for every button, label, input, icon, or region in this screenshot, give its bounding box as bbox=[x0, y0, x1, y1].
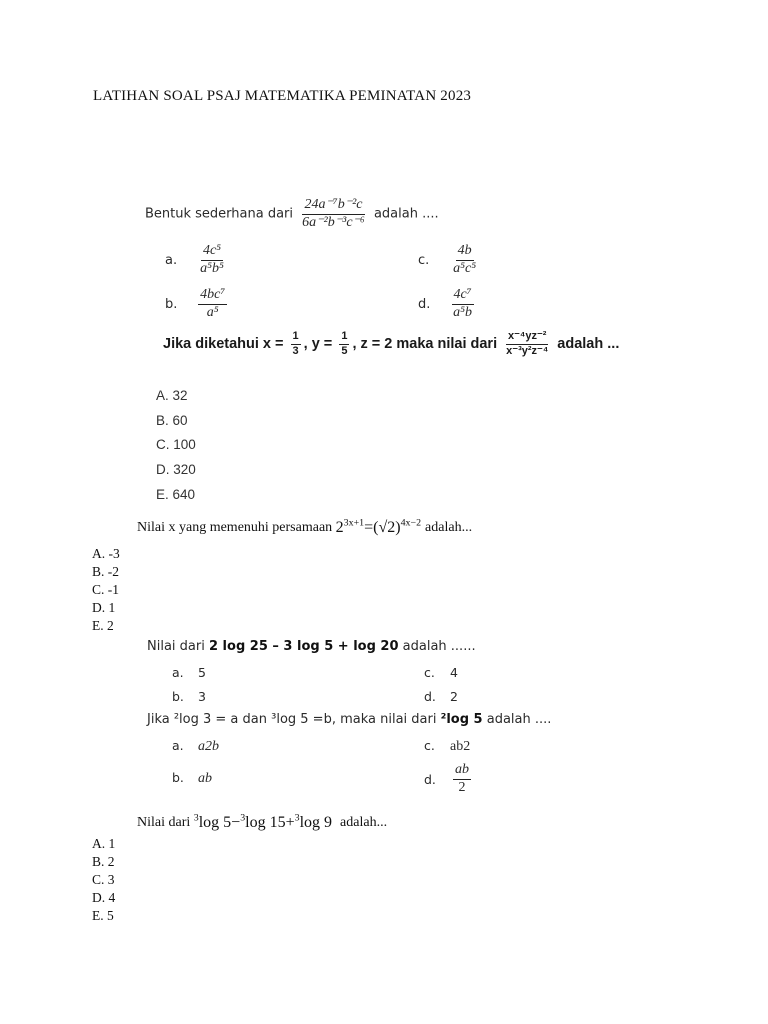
fraction-numerator: 4b bbox=[456, 244, 474, 261]
q4-option-c bbox=[424, 665, 458, 680]
q3-option-b: B. -2 bbox=[92, 564, 119, 579]
fraction-denominator: 5 bbox=[341, 344, 348, 357]
q4-suffix: adalah ...... bbox=[402, 639, 476, 654]
q5-option-value: ab2 bbox=[450, 739, 471, 754]
q2-suffix: adalah ... bbox=[557, 335, 620, 352]
q5-option-a bbox=[172, 738, 219, 755]
q4-expression: 2 log 25 – 3 log 5 + log 20 bbox=[208, 639, 399, 654]
fraction-numerator: ab bbox=[453, 763, 471, 780]
q4-option-b bbox=[172, 689, 206, 704]
q1-option-fraction bbox=[451, 244, 478, 276]
fraction-denominator: 3 bbox=[292, 344, 299, 357]
q2-y-fraction bbox=[339, 331, 349, 357]
q5-option-value: a2b bbox=[198, 739, 219, 754]
q1-option-fraction bbox=[198, 288, 227, 320]
q5-text: Jika ²log 3 = a dan ³log 5 =b, maka nilai dari bbox=[147, 712, 437, 727]
q3-equals: = bbox=[364, 519, 374, 536]
q2-option-e: E. 640 bbox=[156, 487, 196, 502]
q1-option-a bbox=[165, 244, 229, 276]
q2-x-fraction bbox=[291, 331, 301, 357]
q3-rhs-radical: √2 bbox=[378, 519, 396, 536]
q5-target: ²log 5 bbox=[440, 712, 483, 727]
q3-option-c: C. -1 bbox=[92, 582, 119, 597]
q1-expression-numerator: 24a⁻⁷b⁻²c bbox=[302, 198, 364, 215]
question-2 bbox=[163, 331, 619, 357]
q5-option-letter: c. bbox=[424, 738, 435, 753]
q1-option-letter: b. bbox=[165, 296, 178, 312]
fraction-numerator: x⁻⁴yz⁻² bbox=[506, 331, 548, 345]
q6-option-b: B. 2 bbox=[92, 854, 115, 869]
q2-option-c: C. 100 bbox=[156, 437, 196, 452]
q1-option-letter: a. bbox=[165, 252, 178, 268]
q4-option-letter: a. bbox=[172, 665, 184, 680]
q1-suffix: adalah .... bbox=[373, 206, 439, 222]
q1-prefix: Bentuk sederhana dari bbox=[145, 206, 294, 222]
q2-z-text: , z = 2 maka nilai dari bbox=[352, 335, 498, 352]
q1-option-letter: d. bbox=[418, 296, 431, 312]
q6-option-d: D. 4 bbox=[92, 890, 116, 905]
q6-term-2: log 15 bbox=[245, 814, 286, 831]
q6-option-e: E. 5 bbox=[92, 908, 114, 923]
q4-option-value: 2 bbox=[450, 689, 458, 704]
q4-option-value: 5 bbox=[198, 665, 206, 680]
q5-option-letter: b. bbox=[172, 770, 184, 785]
q6-option-a: A. 1 bbox=[92, 836, 116, 851]
q2-prefix: Jika diketahui x = bbox=[163, 335, 284, 352]
q2-option-a: A. 32 bbox=[156, 388, 188, 403]
q6-term-1: log 5 bbox=[198, 814, 232, 831]
q3-option-e: E. 2 bbox=[92, 618, 114, 633]
q5-option-d bbox=[424, 763, 474, 795]
q4-option-a bbox=[172, 665, 206, 680]
q2-y-label: , y = bbox=[303, 335, 333, 352]
q2-expression bbox=[504, 331, 550, 357]
fraction-denominator: a⁵b bbox=[453, 304, 473, 320]
q6-option-c: C. 3 bbox=[92, 872, 115, 887]
q5-option-value: ab bbox=[198, 771, 212, 786]
q6-expression bbox=[194, 814, 336, 831]
q5-option-c bbox=[424, 738, 470, 755]
q3-lhs-base: 2 bbox=[335, 519, 344, 536]
q6-term-3: log 9 bbox=[299, 814, 333, 831]
q4-option-value: 3 bbox=[198, 689, 206, 704]
q4-option-letter: b. bbox=[172, 689, 184, 704]
q1-option-fraction bbox=[451, 288, 474, 320]
fraction-denominator: a⁵c⁵ bbox=[453, 260, 477, 276]
q1-option-c bbox=[418, 244, 481, 276]
question-6 bbox=[137, 814, 387, 832]
q1-option-d bbox=[418, 288, 477, 320]
q4-option-value: 4 bbox=[450, 665, 458, 680]
q3-suffix: adalah... bbox=[425, 520, 473, 535]
fraction-denominator: x⁻³y²z⁻⁴ bbox=[506, 344, 549, 357]
q5-option-b bbox=[172, 770, 212, 787]
q2-option-b: B. 60 bbox=[156, 413, 188, 428]
question-5 bbox=[147, 712, 551, 727]
q3-equation bbox=[336, 519, 425, 536]
q6-prefix: Nilai dari bbox=[137, 815, 191, 830]
fraction-denominator: 2 bbox=[458, 779, 466, 795]
q6-base-2: 3 bbox=[240, 812, 246, 824]
q6-minus: − bbox=[231, 814, 241, 831]
q4-option-letter: d. bbox=[424, 689, 436, 704]
q2-option-d: D. 320 bbox=[156, 462, 196, 477]
fraction-denominator: a⁵ bbox=[206, 304, 219, 320]
question-1 bbox=[145, 198, 439, 230]
fraction-numerator: 4bc⁷ bbox=[198, 288, 227, 305]
fraction-denominator: a⁵b⁵ bbox=[200, 260, 224, 276]
q4-option-letter: c. bbox=[424, 665, 435, 680]
q5-option-letter: d. bbox=[424, 771, 436, 787]
q6-base-3: 3 bbox=[294, 812, 300, 824]
q4-prefix: Nilai dari bbox=[147, 639, 205, 654]
q1-option-b bbox=[165, 288, 230, 320]
q5-suffix: adalah .... bbox=[486, 712, 552, 727]
fraction-numerator: 4c⁷ bbox=[452, 288, 474, 305]
fraction-numerator: 1 bbox=[291, 331, 301, 345]
q6-base-1: 3 bbox=[193, 812, 199, 824]
q1-option-letter: c. bbox=[418, 252, 430, 268]
q3-option-a: A. -3 bbox=[92, 546, 120, 561]
document-title: LATIHAN SOAL PSAJ MATEMATIKA PEMINATAN 2023 bbox=[93, 88, 472, 104]
q3-prefix: Nilai x yang memenuhi persamaan bbox=[137, 520, 333, 535]
q3-lhs-exponent: 3x+1 bbox=[343, 517, 365, 529]
q5-option-letter: a. bbox=[172, 738, 184, 753]
q1-expression bbox=[300, 198, 367, 230]
q3-rhs-paren: (√2) bbox=[373, 519, 401, 536]
q4-option-d bbox=[424, 689, 458, 704]
q5-option-fraction bbox=[453, 763, 471, 795]
q6-plus: + bbox=[285, 814, 295, 831]
fraction-numerator: 1 bbox=[339, 331, 349, 345]
question-3 bbox=[137, 519, 472, 537]
fraction-numerator: 4c⁵ bbox=[201, 244, 223, 261]
q3-option-d: D. 1 bbox=[92, 600, 116, 615]
q1-expression-denominator: 6a⁻²b⁻³c⁻⁶ bbox=[302, 214, 365, 230]
question-4 bbox=[147, 639, 476, 654]
q3-rhs-exponent: 4x−2 bbox=[400, 517, 422, 529]
q6-suffix: adalah... bbox=[340, 815, 388, 830]
q1-option-fraction bbox=[198, 244, 226, 276]
